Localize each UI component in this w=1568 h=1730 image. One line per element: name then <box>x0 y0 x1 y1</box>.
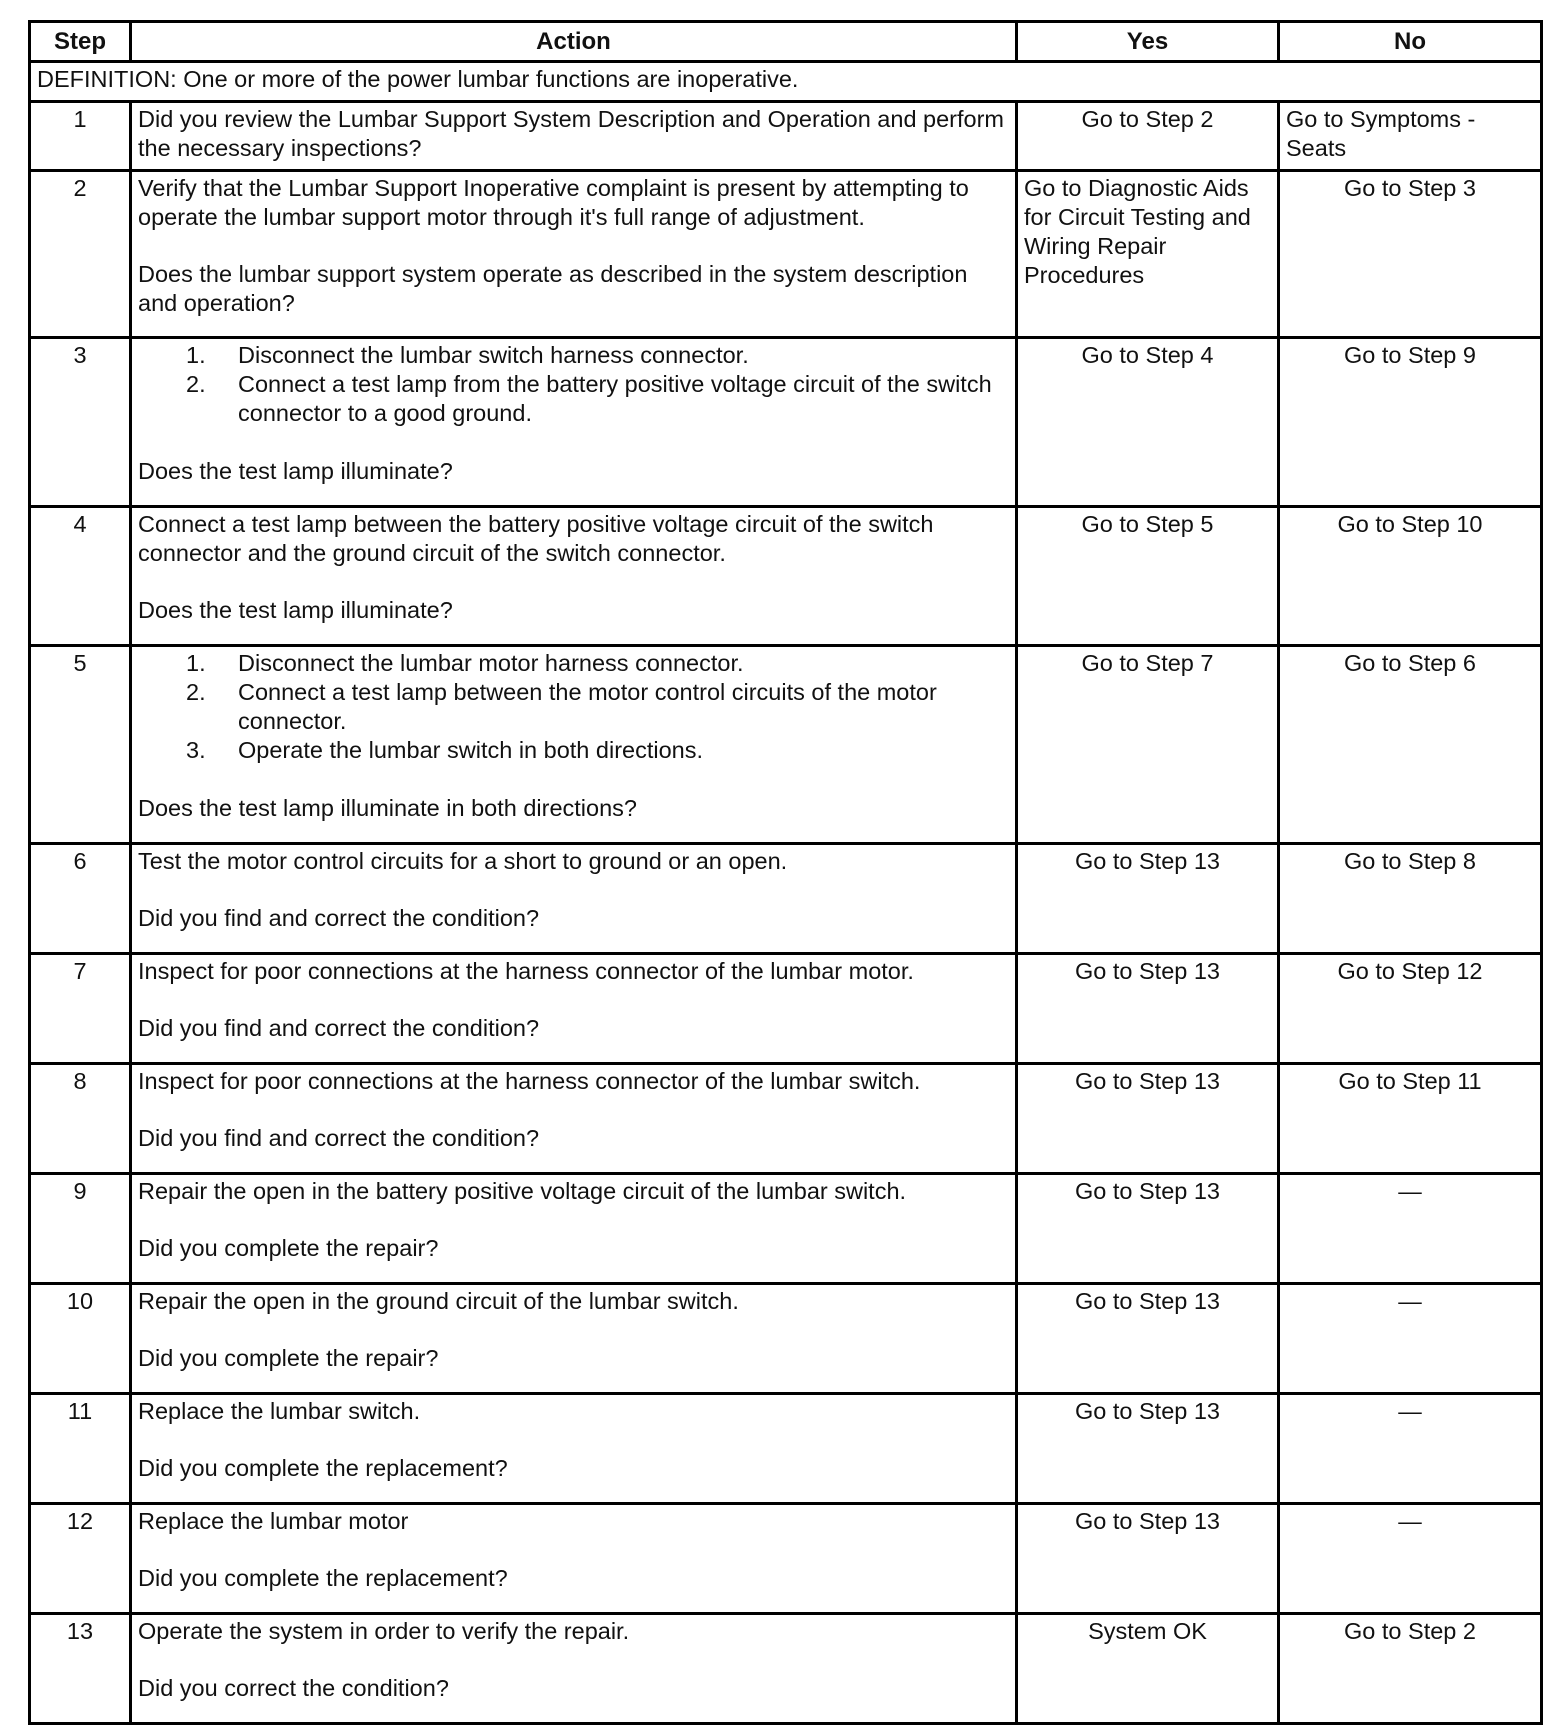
action-text: Test the motor control circuits for a short to ground or an open. <box>138 848 788 875</box>
yes-result: Go to Step 13 <box>1017 1503 1279 1613</box>
table-row <box>30 1063 1542 1173</box>
table-row <box>30 338 1542 507</box>
action-cell <box>131 1063 1017 1173</box>
instruction-text: Connect a test lamp between the motor control circuits of the motor connector. <box>238 679 937 735</box>
instruction-list <box>138 341 1009 428</box>
header-no: No <box>1279 22 1542 62</box>
question-text: Did you find and correct the condition? <box>138 1124 540 1151</box>
question-text: Does the test lamp illuminate? <box>138 596 453 623</box>
action-cell <box>131 954 1017 1064</box>
action-text: Operate the system in order to verify the repair. <box>138 1617 630 1644</box>
question-text: Did you find and correct the condition? <box>138 1015 540 1041</box>
no-result: Go to Symptoms - Seats <box>1279 102 1542 171</box>
table-row <box>30 1173 1542 1283</box>
instruction-item <box>186 678 1009 736</box>
action-cell <box>131 1283 1017 1393</box>
step-number: 4 <box>30 506 131 645</box>
yes-result: Go to Step 13 <box>1017 1063 1279 1173</box>
step-number: 3 <box>30 338 131 507</box>
header-yes: Yes <box>1017 22 1279 62</box>
no-result: Go to Step 12 <box>1279 954 1542 1064</box>
yes-result: Go to Diagnostic Aids for Circuit Testing and Wiring Repair Procedures <box>1017 170 1279 338</box>
instruction-item <box>186 649 1009 678</box>
no-result: Go to Step 9 <box>1279 338 1542 507</box>
action-text: Verify that the Lumbar Support Inoperative complaint is present by attempting to operate the lumbar support motor through it's full range of adjustment. <box>138 174 969 230</box>
action-text: Inspect for poor connections at the harness connector of the lumbar motor. <box>138 958 914 984</box>
action-cell <box>131 1173 1017 1283</box>
action-cell <box>131 506 1017 645</box>
question-text: Does the lumbar support system operate as described in the system description and operation? <box>138 260 968 316</box>
instruction-number: 1. <box>186 342 206 369</box>
table-row <box>30 506 1542 645</box>
no-result: Go to Step 6 <box>1279 646 1542 844</box>
action-text: Replace the lumbar motor <box>138 1507 409 1534</box>
no-result: — <box>1279 1283 1542 1393</box>
instruction-item <box>186 370 1009 428</box>
question-text: Did you complete the repair? <box>138 1344 439 1371</box>
yes-result: Go to Step 7 <box>1017 646 1279 844</box>
action-text: Connect a test lamp between the battery positive voltage circuit of the switch connector and the ground circuit of the switch connector. <box>138 510 934 566</box>
instruction-item <box>186 341 1009 370</box>
yes-result: Go to Step 13 <box>1017 1173 1279 1283</box>
action-cell <box>131 1503 1017 1613</box>
instruction-list <box>138 649 1009 765</box>
step-number: 1 <box>30 102 131 171</box>
step-number: 8 <box>30 1063 131 1173</box>
table-row <box>30 844 1542 954</box>
no-result: Go to Step 2 <box>1279 1613 1542 1723</box>
action-cell <box>131 1393 1017 1503</box>
action-cell <box>131 338 1017 507</box>
step-number: 10 <box>30 1283 131 1393</box>
step-number: 12 <box>30 1503 131 1613</box>
instruction-number: 2. <box>186 371 206 398</box>
instruction-number: 2. <box>186 679 206 706</box>
no-result: Go to Step 3 <box>1279 170 1542 338</box>
yes-result: Go to Step 2 <box>1017 102 1279 171</box>
step-number: 9 <box>30 1173 131 1283</box>
diagnostic-table <box>28 20 1543 1725</box>
table-row <box>30 954 1542 1064</box>
table-row <box>30 102 1542 171</box>
action-text: Did you review the Lumbar Support System Description and Operation and perform the necessary inspections? <box>131 102 1017 171</box>
question-text: Did you find and correct the condition? <box>138 905 540 932</box>
yes-result: Go to Step 13 <box>1017 1283 1279 1393</box>
instruction-item <box>186 736 1009 765</box>
no-result: Go to Step 11 <box>1279 1063 1542 1173</box>
no-result: — <box>1279 1503 1542 1613</box>
instruction-number: 3. <box>186 737 206 764</box>
table-row <box>30 646 1542 844</box>
action-cell <box>131 844 1017 954</box>
step-number: 2 <box>30 170 131 338</box>
instruction-text: Disconnect the lumbar motor harness connector. <box>238 650 744 677</box>
action-text: Inspect for poor connections at the harness connector of the lumbar switch. <box>138 1067 921 1094</box>
definition-text: DEFINITION: One or more of the power lumbar functions are inoperative. <box>30 62 1542 102</box>
step-number: 7 <box>30 954 131 1064</box>
table-row <box>30 1503 1542 1613</box>
table-row <box>30 1613 1542 1723</box>
step-number: 13 <box>30 1613 131 1723</box>
yes-result: Go to Step 13 <box>1017 1393 1279 1503</box>
instruction-text: Operate the lumbar switch in both directions. <box>238 737 704 764</box>
yes-result: Go to Step 4 <box>1017 338 1279 507</box>
step-number: 5 <box>30 646 131 844</box>
action-text: Repair the open in the battery positive voltage circuit of the lumbar switch. <box>138 1177 907 1204</box>
header-row <box>30 22 1542 62</box>
question-text: Did you complete the replacement? <box>138 1454 508 1481</box>
definition-row <box>30 62 1542 102</box>
question-text: Did you complete the replacement? <box>138 1564 508 1591</box>
table-row <box>30 1393 1542 1503</box>
yes-result: Go to Step 13 <box>1017 954 1279 1064</box>
question-text: Did you correct the condition? <box>138 1674 449 1701</box>
no-result: Go to Step 10 <box>1279 506 1542 645</box>
instruction-text: Disconnect the lumbar switch harness connector. <box>238 342 749 369</box>
question-text: Did you complete the repair? <box>138 1234 439 1261</box>
yes-result: Go to Step 5 <box>1017 506 1279 645</box>
action-text: Repair the open in the ground circuit of the lumbar switch. <box>138 1287 739 1314</box>
action-cell <box>131 1613 1017 1723</box>
step-number: 6 <box>30 844 131 954</box>
table-row <box>30 170 1542 338</box>
question-text: Does the test lamp illuminate in both directions? <box>138 795 637 822</box>
no-result: — <box>1279 1393 1542 1503</box>
action-text: Replace the lumbar switch. <box>138 1397 421 1424</box>
header-action: Action <box>131 22 1017 62</box>
step-number: 11 <box>30 1393 131 1503</box>
yes-result: Go to Step 13 <box>1017 844 1279 954</box>
question-text: Does the test lamp illuminate? <box>138 458 453 485</box>
no-result: — <box>1279 1173 1542 1283</box>
no-result: Go to Step 8 <box>1279 844 1542 954</box>
instruction-number: 1. <box>186 650 206 677</box>
instruction-text: Connect a test lamp from the battery positive voltage circuit of the switch connector to a good ground. <box>238 371 992 427</box>
header-step: Step <box>30 22 131 62</box>
action-cell <box>131 170 1017 338</box>
action-cell <box>131 646 1017 844</box>
table-row <box>30 1283 1542 1393</box>
yes-result: System OK <box>1017 1613 1279 1723</box>
